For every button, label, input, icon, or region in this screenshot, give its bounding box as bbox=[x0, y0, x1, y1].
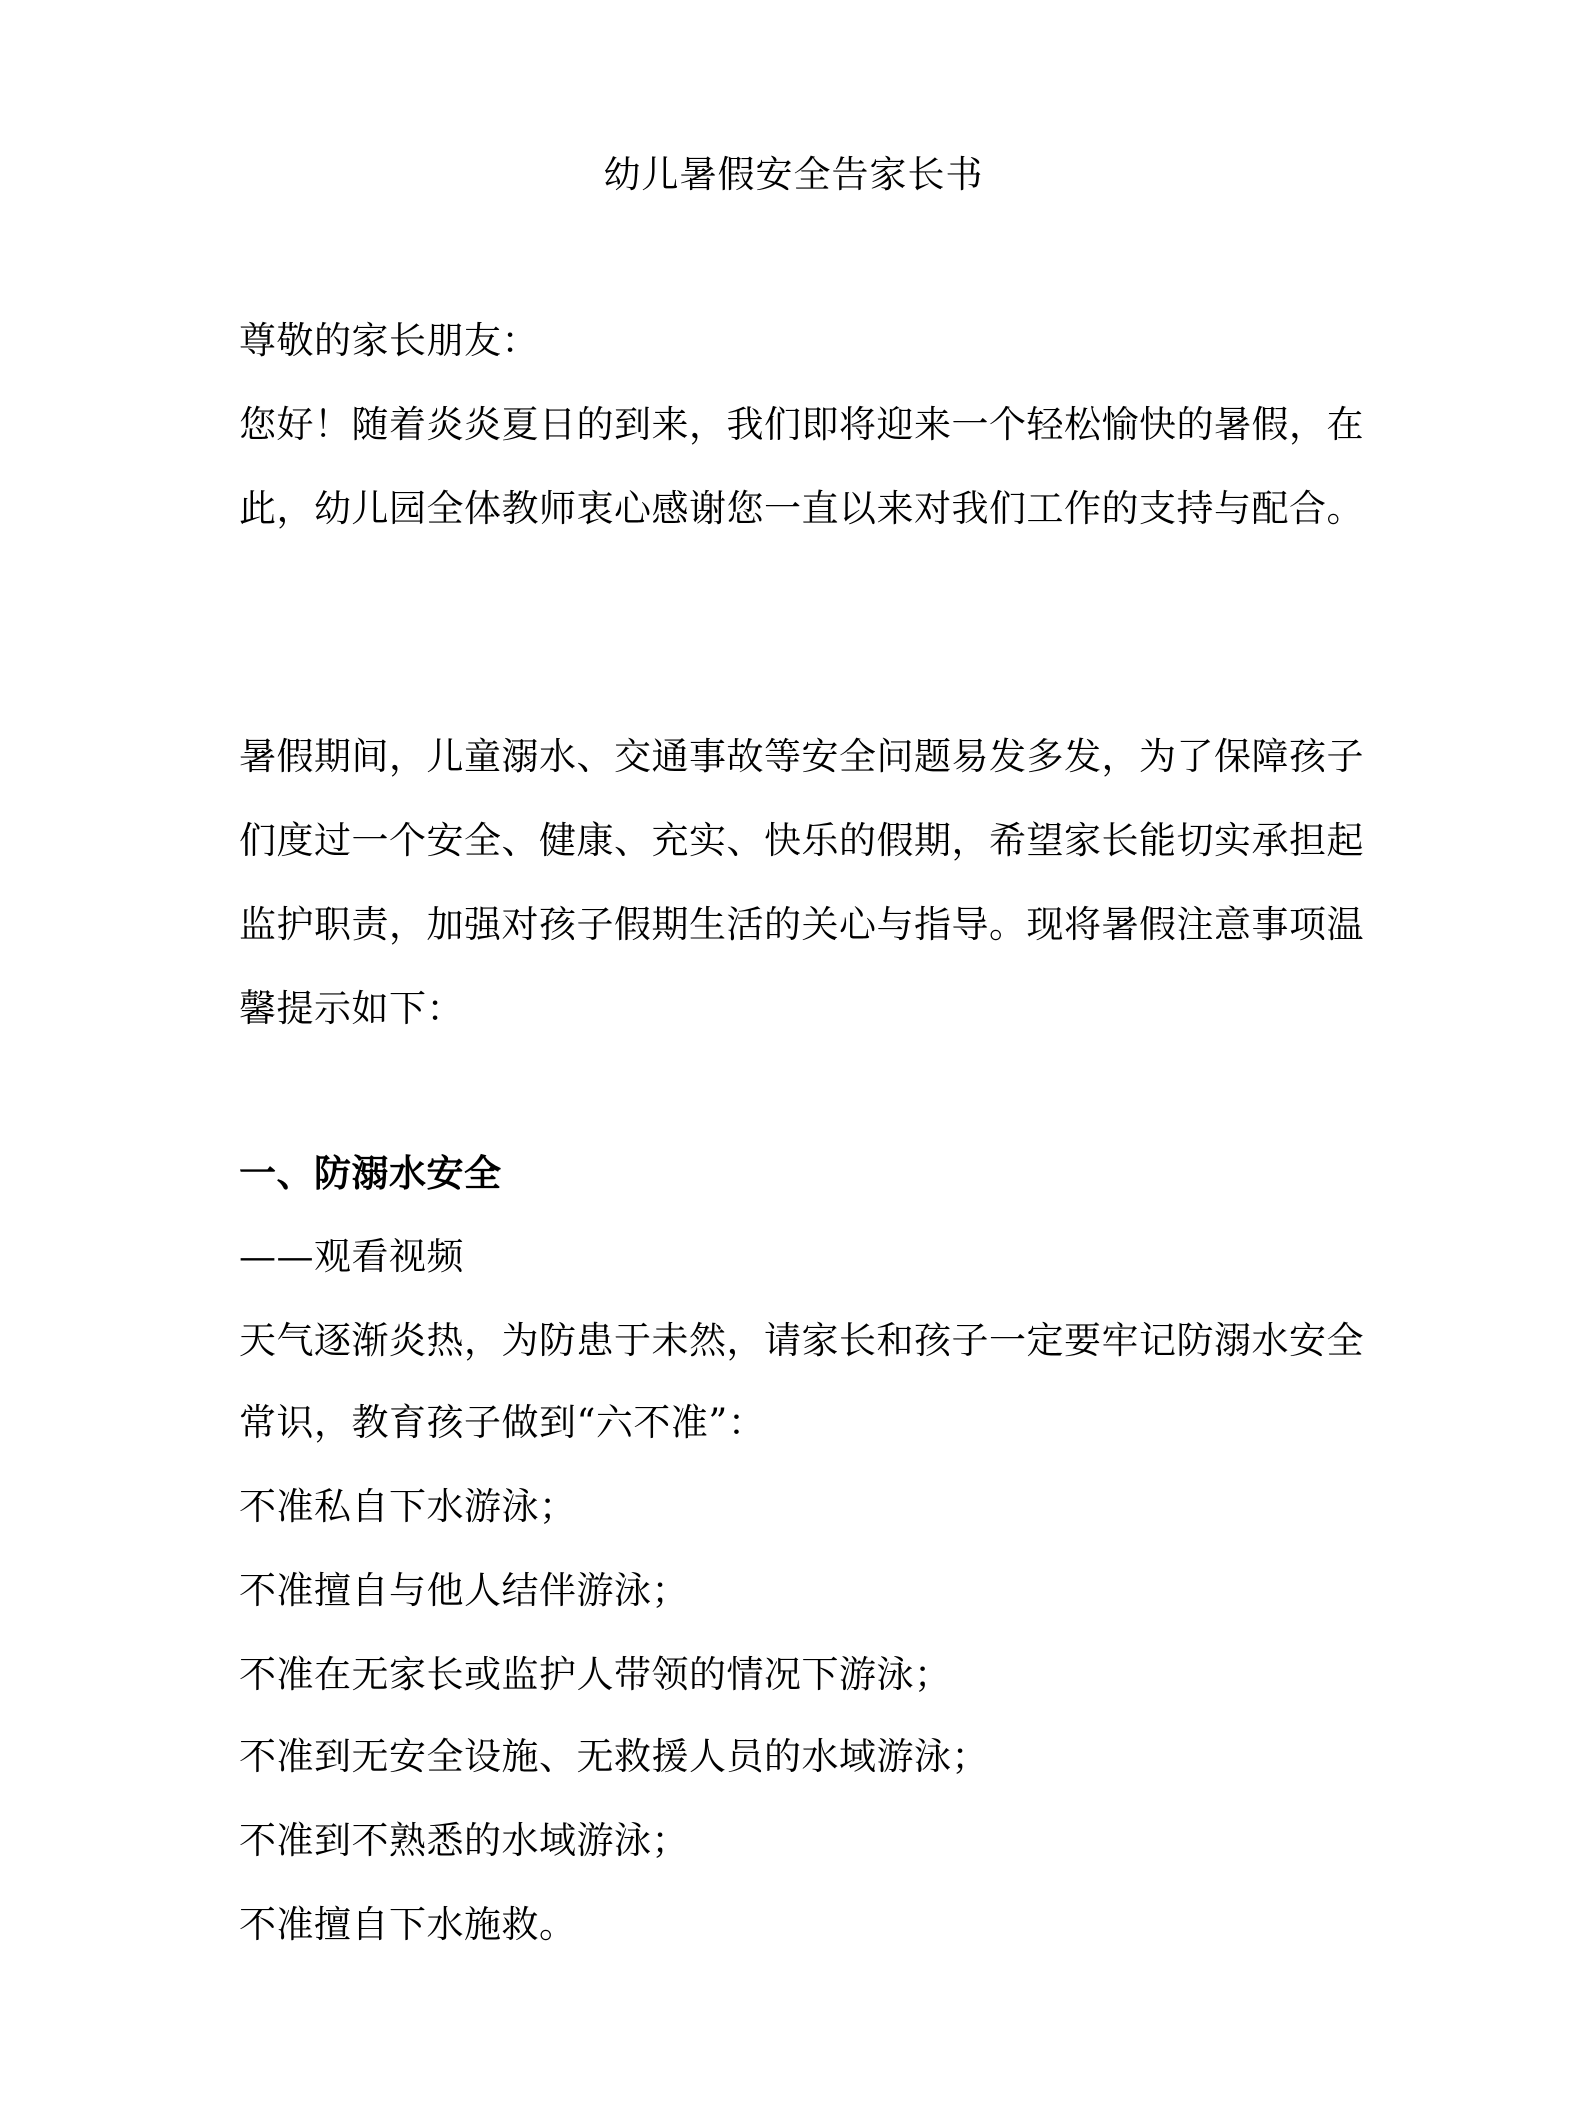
rule-item-4: 不准到无安全设施、无救援人员的水域游泳； bbox=[239, 1735, 989, 1778]
section1-body-line-2: 常识，教育孩子做到“六不准”： bbox=[239, 1401, 766, 1444]
section1-body-line-1: 天气逐渐炎热，为防患于未然，请家长和孩子一定要牢记防溺水安全 bbox=[239, 1319, 1364, 1362]
intro-line-2: 此，幼儿园全体教师衷心感谢您一直以来对我们工作的支持与配合。 bbox=[239, 487, 1364, 530]
rule-item-1: 不准私自下水游泳； bbox=[239, 1485, 577, 1528]
paragraph2-line-1: 暑假期间，儿童溺水、交通事故等安全问题易发多发，为了保障孩子 bbox=[239, 735, 1364, 778]
rule-item-3: 不准在无家长或监护人带领的情况下游泳； bbox=[239, 1653, 952, 1696]
document-title: 幼儿暑假安全告家长书 bbox=[603, 153, 984, 196]
paragraph2-line-4: 馨提示如下： bbox=[239, 987, 464, 1030]
salutation: 尊敬的家长朋友： bbox=[239, 319, 539, 362]
section1-subheading: ——观看视频 bbox=[239, 1235, 464, 1278]
section1-heading: 一、防溺水安全 bbox=[239, 1151, 502, 1195]
rule-item-5: 不准到不熟悉的水域游泳； bbox=[239, 1819, 689, 1862]
rule-item-6: 不准擅自下水施救。 bbox=[239, 1903, 577, 1946]
paragraph2-line-3: 监护职责，加强对孩子假期生活的关心与指导。现将暑假注意事项温 bbox=[239, 903, 1364, 946]
paragraph2-line-2: 们度过一个安全、健康、充实、快乐的假期，希望家长能切实承担起 bbox=[239, 819, 1364, 862]
rule-item-2: 不准擅自与他人结伴游泳； bbox=[239, 1569, 689, 1612]
intro-line-1: 您好！随着炎炎夏日的到来，我们即将迎来一个轻松愉快的暑假，在 bbox=[239, 403, 1364, 446]
